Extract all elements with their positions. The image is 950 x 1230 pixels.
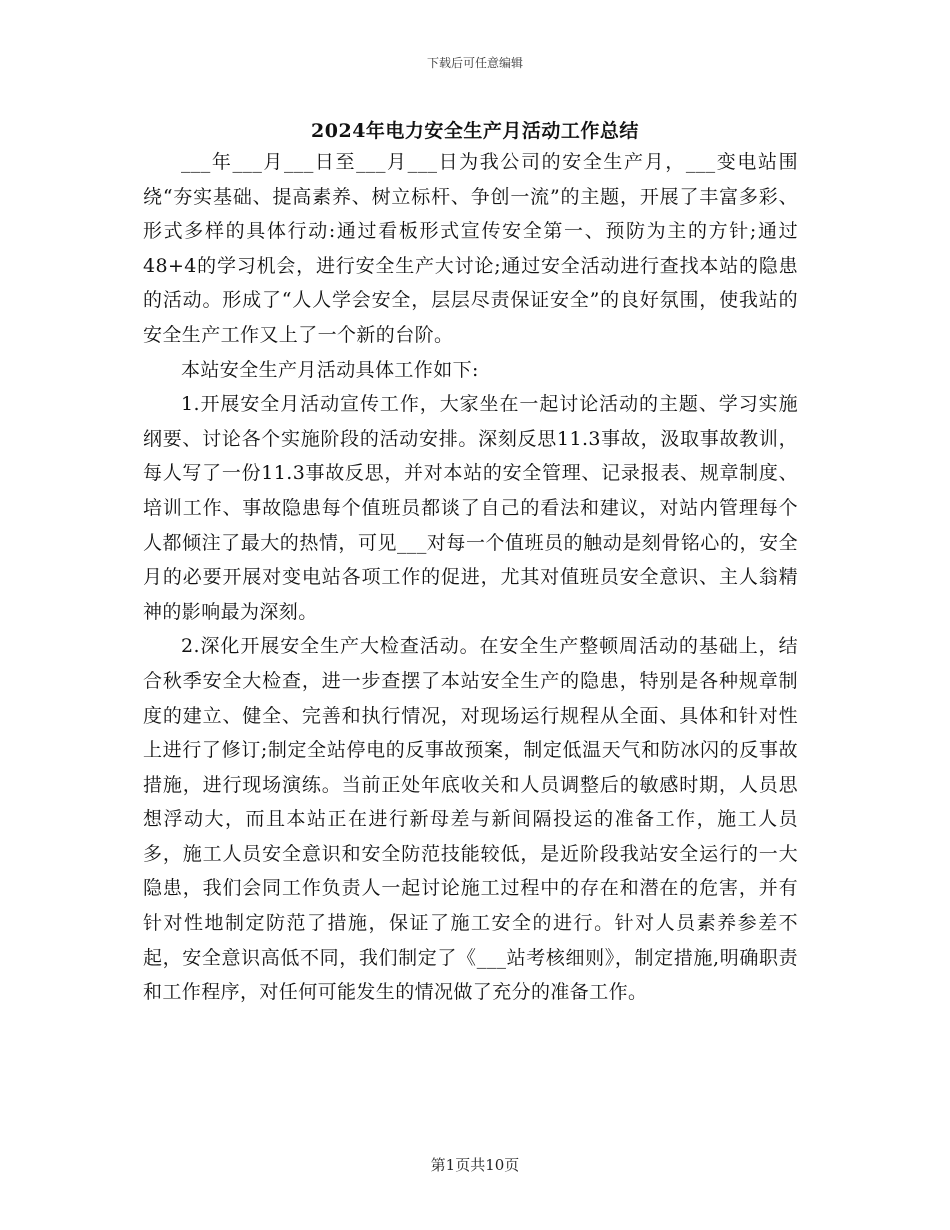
page-footer: 第1页共10页 xyxy=(430,1156,520,1174)
paragraph-intro: ___年___月___日至___月___日为我公司的安全生产月，___变电站围绕“夯实基础、提高素养、树立标杆、争创一流”的主题，开展了丰富多彩、形式多样的具体行动:通过看板形式宣传安全第一、预防为主的方针;通过48+4的学习机会，进行安全生产大讨论;通过安全活动进行查找本站的隐患的活动。形成了“人人学会安全，层层尽责保证安全”的良好氛围，使我站的安全生产工作又上了一个新的台阶。 xyxy=(143,151,798,346)
paragraph-item-1: 1.开展安全月活动宣传工作，大家坐在一起讨论活动的主题、学习实施纲要、讨论各个实施阶段的活动安排。深刻反思11.3事故，汲取事故教训，每人写了一份11.3事故反思，并对本站的安全管理、记录报表、规章制度、培训工作、事故隐患每个值班员都谈了自己的看法和建议，对站内管理每个人都倾注了最大的热情，可见___对每一个值班员的触动是刻骨铭心的，安全月的必要开展对变电站各项工作的促进，尤其对值班员安全意识、主人翁精神的影响最为深刻。 xyxy=(143,393,798,623)
paragraph-overview: 本站安全生产月活动具体工作如下: xyxy=(181,358,479,381)
paragraph-item-2: 2.深化开展安全生产大检查活动。在安全生产整顿周活动的基础上，结合秋季安全大检查，进一步查摆了本站安全生产的隐患，特别是各种规章制度的建立、健全、完善和执行情况，对现场运行规程从全面、具体和针对性上进行了修订;制定全站停电的反事故预案，制定低温天气和防冰闪的反事故措施，进行现场演练。当前正处年底收关和人员调整后的敏感时期，人员思想浮动大，而且本站正在进行新母差与新间隔投运的准备工作，施工人员多，施工人员安全意识和安全防范技能较低，是近阶段我站安全运行的一大隐患，我们会同工作负责人一起讨论施工过程中的存在和潜在的危害，并有针对性地制定防范了措施，保证了施工安全的进行。针对人员素养参差不起，安全意识高低不同，我们制定了《___站考核细则》，制定措施,明确职责和工作程序，对任何可能发生的情况做了充分的准备工作。 xyxy=(143,635,798,1004)
header-note: 下载后可任意编辑 xyxy=(426,56,523,70)
document-title: 2024年电力安全生产月活动工作总结 xyxy=(311,120,639,142)
document-body xyxy=(143,145,798,1010)
